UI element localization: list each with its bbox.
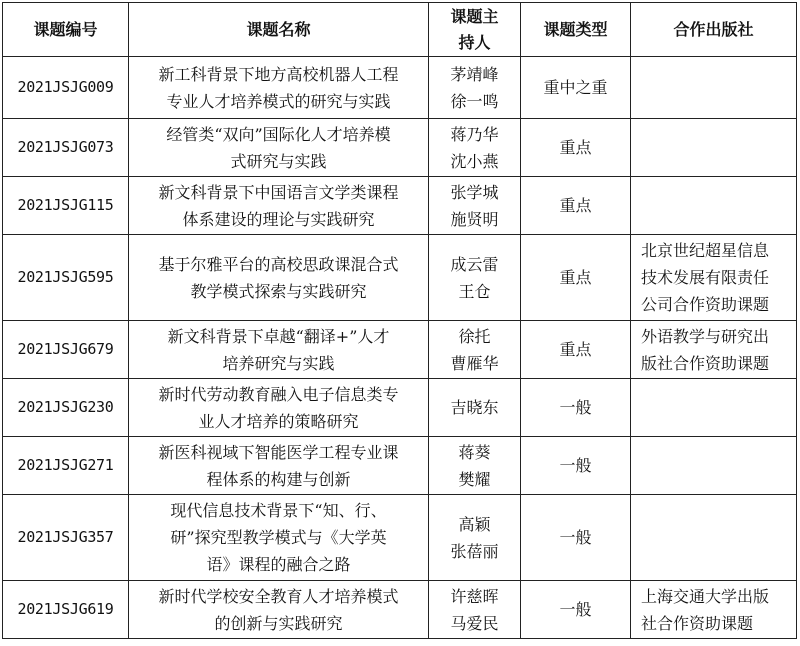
table-row — [3, 321, 797, 379]
cell-title — [129, 581, 429, 639]
cell-type: 一般 — [521, 495, 631, 581]
title-line: 新时代学校安全教育人才培养模式 — [158, 586, 399, 606]
host-name: 茅靖峰 — [450, 64, 499, 84]
cell-hosts — [429, 235, 521, 321]
host-name: 张蓓丽 — [450, 541, 499, 561]
press-line: 北京世纪超星信息 — [641, 241, 770, 260]
cell-title — [129, 379, 429, 437]
title-line: 语》课程的融合之路 — [206, 555, 351, 574]
cell-title — [129, 321, 429, 379]
title-line: 程体系的构建与创新 — [206, 469, 351, 489]
press-line: 外语教学与研究出 — [641, 326, 770, 346]
cell-hosts — [429, 57, 521, 119]
title-line: 现代信息技术背景下“知、行、 — [170, 501, 387, 520]
cell-code: 2021JSJG679 — [3, 321, 129, 379]
cell-type: 重点 — [521, 177, 631, 235]
table-row — [3, 379, 797, 437]
title-line: 体系建设的理论与实践研究 — [182, 209, 375, 229]
table-body — [3, 57, 797, 639]
title-line: 基于尔雅平台的高校思政课混合式 — [158, 254, 399, 274]
title-line: 的创新与实践研究 — [214, 613, 343, 633]
host-name: 张学城 — [450, 182, 499, 202]
cell-press — [631, 495, 797, 581]
cell-code: 2021JSJG595 — [3, 235, 129, 321]
press-line: 技术发展有限责任 — [641, 268, 770, 287]
cell-title — [129, 119, 429, 177]
cell-press — [631, 321, 797, 379]
cell-press — [631, 235, 797, 321]
cell-type: 重点 — [521, 235, 631, 321]
host-name: 沈小燕 — [450, 151, 499, 171]
host-name: 徐一鸣 — [450, 91, 499, 111]
cell-type: 重点 — [521, 119, 631, 177]
title-line: 业人才培养的策略研究 — [198, 411, 359, 431]
header-host — [429, 3, 521, 57]
press-line: 社合作资助课题 — [641, 613, 754, 633]
cell-title — [129, 57, 429, 119]
cell-hosts — [429, 581, 521, 639]
table-row — [3, 581, 797, 639]
cell-press — [631, 437, 797, 495]
header-name: 课题名称 — [129, 3, 429, 57]
cell-press — [631, 581, 797, 639]
cell-title — [129, 177, 429, 235]
cell-code: 2021JSJG230 — [3, 379, 129, 437]
cell-press — [631, 57, 797, 119]
header-row — [3, 3, 797, 57]
table-row — [3, 235, 797, 321]
project-table — [2, 2, 797, 639]
title-line: 研”探究型教学模式与《大学英 — [170, 528, 387, 547]
title-line: 教学模式探索与实践研究 — [190, 281, 367, 301]
title-line: 培养研究与实践 — [222, 353, 335, 373]
cell-code: 2021JSJG009 — [3, 57, 129, 119]
cell-hosts — [429, 119, 521, 177]
table-row — [3, 495, 797, 581]
header-press: 合作出版社 — [631, 3, 797, 57]
header-code: 课题编号 — [3, 3, 129, 57]
title-line: 式研究与实践 — [230, 151, 327, 171]
cell-title — [129, 495, 429, 581]
table-row — [3, 57, 797, 119]
cell-hosts — [429, 177, 521, 235]
header-host-line2: 持人 — [458, 32, 491, 52]
table-row — [3, 177, 797, 235]
cell-type: 一般 — [521, 379, 631, 437]
host-name: 高颖 — [458, 514, 491, 534]
cell-hosts — [429, 495, 521, 581]
press-line: 公司合作资助课题 — [641, 295, 770, 314]
host-name: 曹雁华 — [450, 353, 499, 373]
title-line: 新文科背景下卓越“翻译+”人才 — [167, 326, 390, 346]
header-type: 课题类型 — [521, 3, 631, 57]
cell-code: 2021JSJG271 — [3, 437, 129, 495]
cell-hosts — [429, 321, 521, 379]
title-line: 新文科背景下中国语言文学类课程 — [158, 182, 399, 202]
cell-title — [129, 437, 429, 495]
cell-hosts — [429, 379, 521, 437]
title-line: 新工科背景下地方高校机器人工程 — [158, 64, 399, 84]
host-name: 施贤明 — [450, 209, 499, 229]
host-name: 马爱民 — [450, 613, 499, 633]
host-name: 许慈晖 — [450, 586, 499, 606]
cell-type: 一般 — [521, 437, 631, 495]
cell-hosts — [429, 437, 521, 495]
host-name: 王仓 — [458, 281, 491, 301]
cell-press — [631, 119, 797, 177]
cell-title — [129, 235, 429, 321]
cell-code: 2021JSJG357 — [3, 495, 129, 581]
host-name: 徐托 — [458, 326, 491, 346]
cell-code: 2021JSJG619 — [3, 581, 129, 639]
cell-code: 2021JSJG073 — [3, 119, 129, 177]
press-line: 上海交通大学出版 — [641, 586, 770, 606]
host-name: 蒋葵 — [458, 442, 491, 462]
title-line: 经管类“双向”国际化人才培养模 — [166, 124, 391, 144]
cell-press — [631, 177, 797, 235]
host-name: 成云雷 — [450, 254, 499, 274]
cell-press — [631, 379, 797, 437]
title-line: 专业人才培养模式的研究与实践 — [166, 91, 391, 111]
host-name: 樊耀 — [458, 469, 491, 489]
table-row — [3, 437, 797, 495]
header-host-line1: 课题主 — [450, 6, 499, 26]
press-line: 版社合作资助课题 — [641, 353, 770, 373]
title-line: 新时代劳动教育融入电子信息类专 — [158, 384, 399, 404]
host-name: 吉晓东 — [450, 398, 499, 417]
cell-type: 重点 — [521, 321, 631, 379]
host-name: 蒋乃华 — [450, 124, 499, 144]
cell-type: 重中之重 — [521, 57, 631, 119]
table-row — [3, 119, 797, 177]
cell-type: 一般 — [521, 581, 631, 639]
title-line: 新医科视域下智能医学工程专业课 — [158, 442, 399, 462]
cell-code: 2021JSJG115 — [3, 177, 129, 235]
